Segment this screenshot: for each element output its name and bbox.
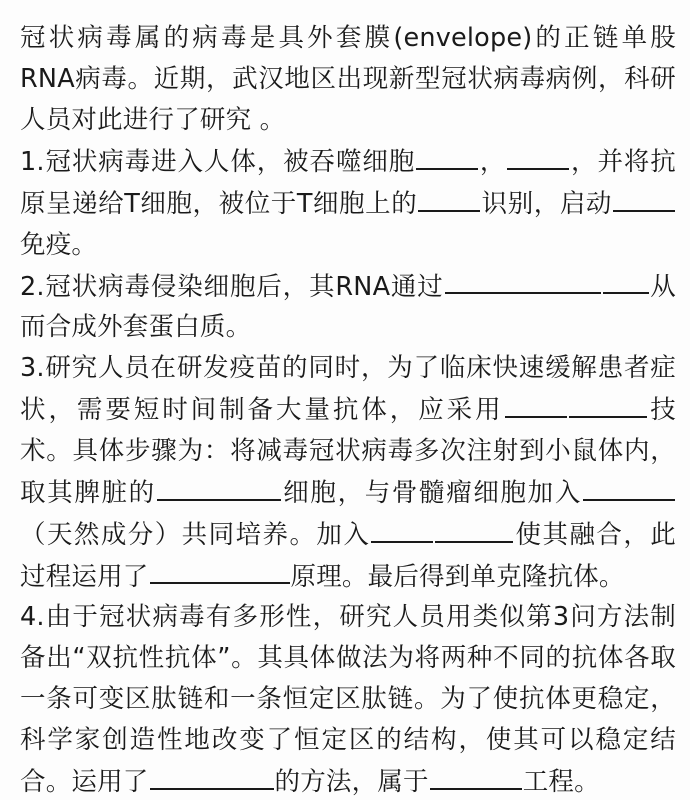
answer-blank-1-1[interactable] bbox=[416, 141, 478, 170]
question-3-text-a: 研究人员在研发疫苗的同时，为了临床快速缓解患者症状，需要短时间制备大量抗体，应采用 bbox=[20, 353, 676, 426]
question-1-text-e: 免疫。 bbox=[20, 229, 98, 260]
question-1-text-d: 识别，启动 bbox=[481, 188, 612, 219]
answer-blank-3-4-cont[interactable] bbox=[435, 514, 513, 543]
answer-blank-3-5[interactable] bbox=[150, 556, 290, 585]
question-2-number: 2. bbox=[20, 271, 45, 302]
question-2-text-b: 从而合成外套蛋白质。 bbox=[20, 271, 676, 343]
question-1 bbox=[20, 141, 676, 266]
question-1-text-c: ，并将抗原呈递给T细胞，被位于T细胞上的 bbox=[20, 146, 676, 219]
question-1-text-a: 冠状病毒进入人体，被吞噬细胞 bbox=[44, 146, 416, 177]
question-1-number: 1. bbox=[20, 146, 45, 177]
answer-blank-3-3[interactable] bbox=[583, 472, 675, 501]
question-1-text-b: ， bbox=[479, 146, 507, 177]
intro-text: 冠状病毒属的病毒是具外套膜(envelope)的正链单股RNA病毒。近期，武汉地区出现新型冠状病毒病例，科研人员对此进行了研究 。 bbox=[20, 23, 676, 135]
answer-blank-4-1[interactable] bbox=[150, 761, 274, 790]
answer-blank-2-1-cont[interactable] bbox=[603, 266, 649, 295]
answer-blank-3-1[interactable] bbox=[505, 389, 567, 418]
answer-blank-3-1-cont[interactable] bbox=[569, 389, 647, 418]
question-4-text-b: 的方法，属于 bbox=[274, 767, 429, 798]
question-4 bbox=[20, 597, 676, 803]
answer-blank-1-2[interactable] bbox=[507, 141, 569, 170]
question-3-text-f: 原理。最后得到单克隆抗体。 bbox=[290, 561, 625, 592]
answer-blank-1-3[interactable] bbox=[418, 183, 480, 212]
question-3-text-d: （天然成分）共同培养。加入 bbox=[20, 519, 371, 550]
question-2-text-a: 冠状病毒侵染细胞后，其RNA通过 bbox=[44, 271, 444, 302]
question-3-text-b: 技术。具体步骤为：将减毒冠状病毒多次注射到小鼠体内，取其脾脏的 bbox=[20, 395, 677, 508]
question-4-number: 4. bbox=[20, 602, 45, 633]
document-body bbox=[20, 18, 676, 803]
question-4-text-a: 由于冠状病毒有多形性，研究人员用类似第3问方法制备出“双抗性抗体”。其具体做法为将两种不同的抗体各取一条可变区肽链和一条恒定区肽链。为了使抗体更稳定，科学家创造性地改变了恒定区的结构，使其可以稳定结合。运用了 bbox=[20, 602, 676, 798]
answer-blank-3-2[interactable] bbox=[157, 472, 281, 501]
question-3-text-c: 细胞，与骨髓瘤细胞加入 bbox=[281, 477, 582, 508]
answer-blank-4-2[interactable] bbox=[430, 761, 522, 790]
answer-blank-3-4[interactable] bbox=[371, 514, 433, 543]
answer-blank-2-1[interactable] bbox=[445, 266, 601, 295]
question-3-text-e: 使其融合，此过程运用了 bbox=[20, 519, 676, 592]
question-4-text-c: 工程。 bbox=[522, 767, 600, 798]
question-3 bbox=[20, 348, 676, 597]
intro-paragraph bbox=[20, 18, 676, 141]
question-3-number: 3. bbox=[20, 353, 45, 384]
question-2 bbox=[20, 266, 676, 349]
answer-blank-1-4[interactable] bbox=[613, 183, 675, 212]
